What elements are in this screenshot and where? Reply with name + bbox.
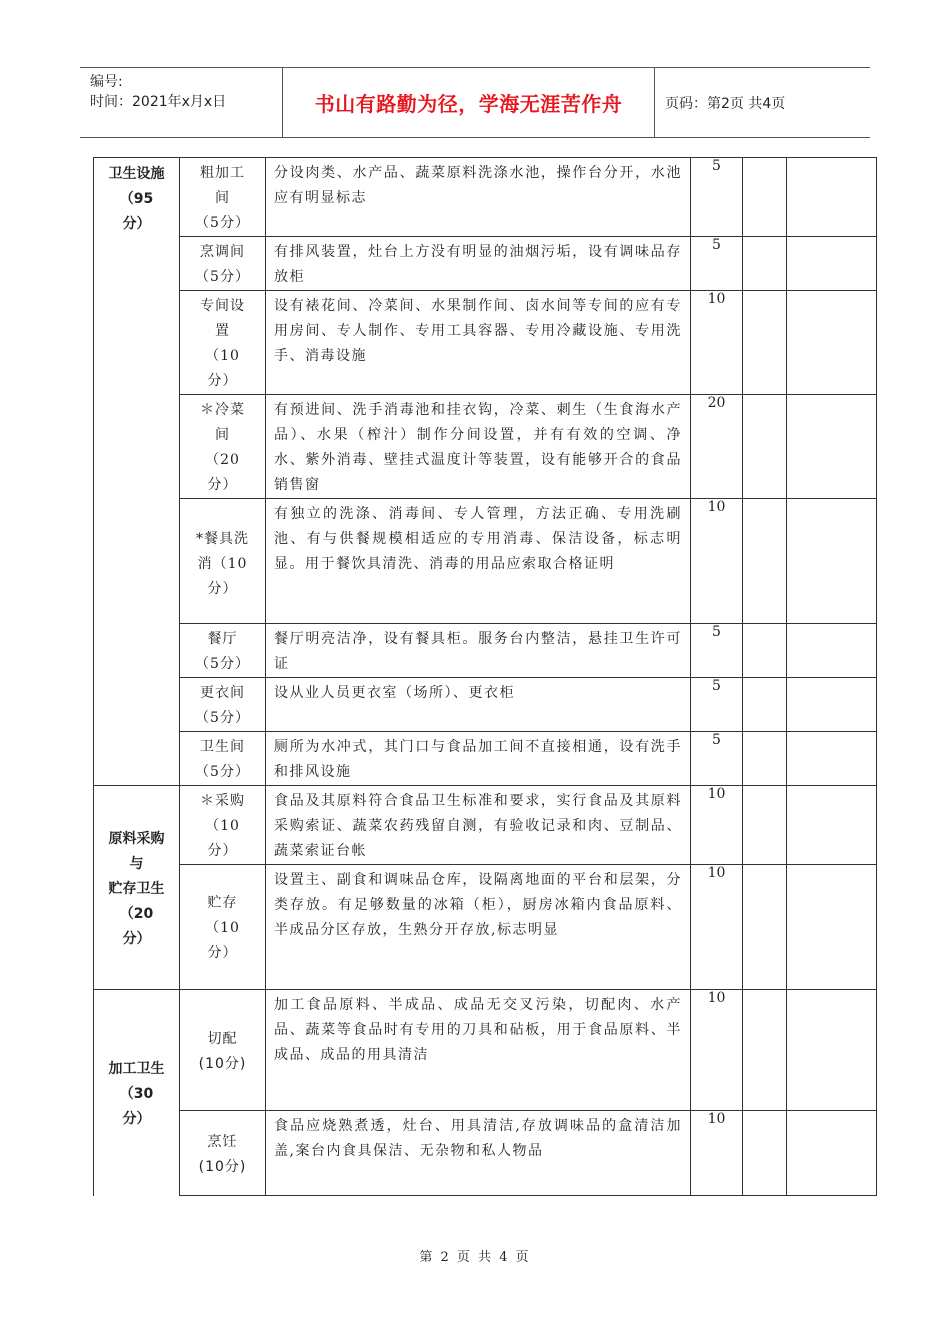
blank-cell — [743, 732, 787, 786]
category-cell: 加工卫生 （30 分） — [94, 990, 180, 1196]
blank-cell — [743, 678, 787, 732]
inspection-table — [93, 157, 877, 1196]
table-row — [94, 732, 877, 786]
sub-item-cell: 专间设 置 （10 分） — [180, 291, 266, 395]
score-cell: 5 — [691, 624, 743, 678]
blank-cell — [743, 990, 787, 1111]
description-cell: 有预进间、洗手消毒池和挂衣钩，冷菜、刺生（生食海水产品）、水果（榨汁）制作分间设置，并有有效的空调、净水、紫外消毒、壁挂式温度计等装置，设有能够开合的食品销售窗 — [266, 395, 691, 499]
blank-cell — [787, 237, 877, 291]
table-row — [94, 990, 877, 1111]
score-cell: 5 — [691, 678, 743, 732]
category-cell: 卫生设施 （95 分） — [94, 158, 180, 786]
score-cell: 10 — [691, 990, 743, 1111]
blank-cell — [787, 624, 877, 678]
score-cell: 10 — [691, 499, 743, 624]
table-row — [94, 786, 877, 865]
score-cell: 10 — [691, 786, 743, 865]
date-label: 时间：2021年x月x日 — [90, 94, 227, 110]
description-cell: 餐厅明亮洁净，设有餐具柜。服务台内整洁，悬挂卫生许可证 — [266, 624, 691, 678]
blank-cell — [743, 499, 787, 624]
sub-item-cell: 更衣间 （5分） — [180, 678, 266, 732]
description-cell: 食品及其原料符合食品卫生标准和要求，实行食品及其原料采购索证、蔬菜农药残留自测，有验收记录和肉、豆制品、蔬菜索证台帐 — [266, 786, 691, 865]
sub-item-cell: 切配 (10分) — [180, 990, 266, 1111]
page-header — [80, 67, 870, 138]
sub-item-cell: 粗加工 间 （5分） — [180, 158, 266, 237]
blank-cell — [787, 990, 877, 1111]
blank-cell — [787, 499, 877, 624]
blank-cell — [743, 1111, 787, 1196]
number-label: 编号: — [90, 74, 123, 90]
description-cell: 食品应烧熟煮透，灶台、用具清洁,存放调味品的盒清洁加盖,案台内食具保洁、无杂物和私人物品 — [266, 1111, 691, 1196]
blank-cell — [743, 624, 787, 678]
page-number-label: 页码：第2页 共4页 — [665, 95, 786, 112]
blank-cell — [787, 1111, 877, 1196]
page-footer: 第 2 页 共 4 页 — [419, 1250, 531, 1265]
score-cell: 10 — [691, 291, 743, 395]
blank-cell — [787, 786, 877, 865]
sub-item-cell: 贮存 （10 分） — [180, 865, 266, 990]
table-row — [94, 865, 877, 990]
description-cell: 设有裱花间、冷菜间、水果制作间、卤水间等专间的应有专用房间、专人制作、专用工具容器、专用冷藏设施、专用洗手、消毒设施 — [266, 291, 691, 395]
sub-item-cell: 餐厅 （5分） — [180, 624, 266, 678]
table-row — [94, 624, 877, 678]
table-row — [94, 291, 877, 395]
blank-cell — [743, 395, 787, 499]
description-cell: 设从业人员更衣室（场所）、更衣柜 — [266, 678, 691, 732]
blank-cell — [787, 732, 877, 786]
table-row — [94, 1111, 877, 1196]
score-cell: 5 — [691, 732, 743, 786]
sub-item-cell: *餐具洗 消（10 分） — [180, 499, 266, 624]
table-row — [94, 237, 877, 291]
header-meta — [80, 68, 283, 137]
score-cell: 5 — [691, 158, 743, 237]
description-cell: 设置主、副食和调味品仓库，设隔离地面的平台和层架，分类存放。有足够数量的冰箱（柜），厨房冰箱内食品原料、半成品分区存放，生熟分开存放,标志明显 — [266, 865, 691, 990]
score-cell: 10 — [691, 865, 743, 990]
sub-item-cell: 烹调间 （5分） — [180, 237, 266, 291]
description-cell: 分设肉类、水产品、蔬菜原料洗涤水池，操作台分开，水池应有明显标志 — [266, 158, 691, 237]
blank-cell — [787, 678, 877, 732]
description-cell: 厕所为水冲式，其门口与食品加工间不直接相通，设有洗手和排风设施 — [266, 732, 691, 786]
blank-cell — [787, 291, 877, 395]
blank-cell — [743, 237, 787, 291]
header-slogan: 书山有路勤为径，学海无涯苦作舟 — [283, 68, 655, 137]
table-row — [94, 678, 877, 732]
sub-item-cell: ＊采购 （10 分） — [180, 786, 266, 865]
blank-cell — [743, 865, 787, 990]
description-cell: 有独立的洗涤、消毒间、专人管理，方法正确、专用洗刷池、有与供餐规模相适应的专用消毒、保洁设备，标志明显。用于餐饮具清洗、消毒的用品应索取合格证明 — [266, 499, 691, 624]
score-cell: 5 — [691, 237, 743, 291]
blank-cell — [787, 158, 877, 237]
blank-cell — [743, 291, 787, 395]
blank-cell — [743, 158, 787, 237]
blank-cell — [743, 786, 787, 865]
sub-item-cell: 卫生间 （5分） — [180, 732, 266, 786]
sub-item-cell: 烹饪 (10分) — [180, 1111, 266, 1196]
blank-cell — [787, 395, 877, 499]
table-row — [94, 158, 877, 237]
blank-cell — [787, 865, 877, 990]
category-cell: 原料采购 与 贮存卫生 （20 分） — [94, 786, 180, 990]
sub-item-cell: ＊冷菜 间 （20 分） — [180, 395, 266, 499]
score-cell: 20 — [691, 395, 743, 499]
description-cell: 有排风装置，灶台上方没有明显的油烟污垢，设有调味品存放柜 — [266, 237, 691, 291]
table-row — [94, 395, 877, 499]
description-cell: 加工食品原料、半成品、成品无交叉污染，切配肉、水产品、蔬菜等食品时有专用的刀具和砧板，用于食品原料、半成品、成品的用具清洁 — [266, 990, 691, 1111]
table-row — [94, 499, 877, 624]
score-cell: 10 — [691, 1111, 743, 1196]
